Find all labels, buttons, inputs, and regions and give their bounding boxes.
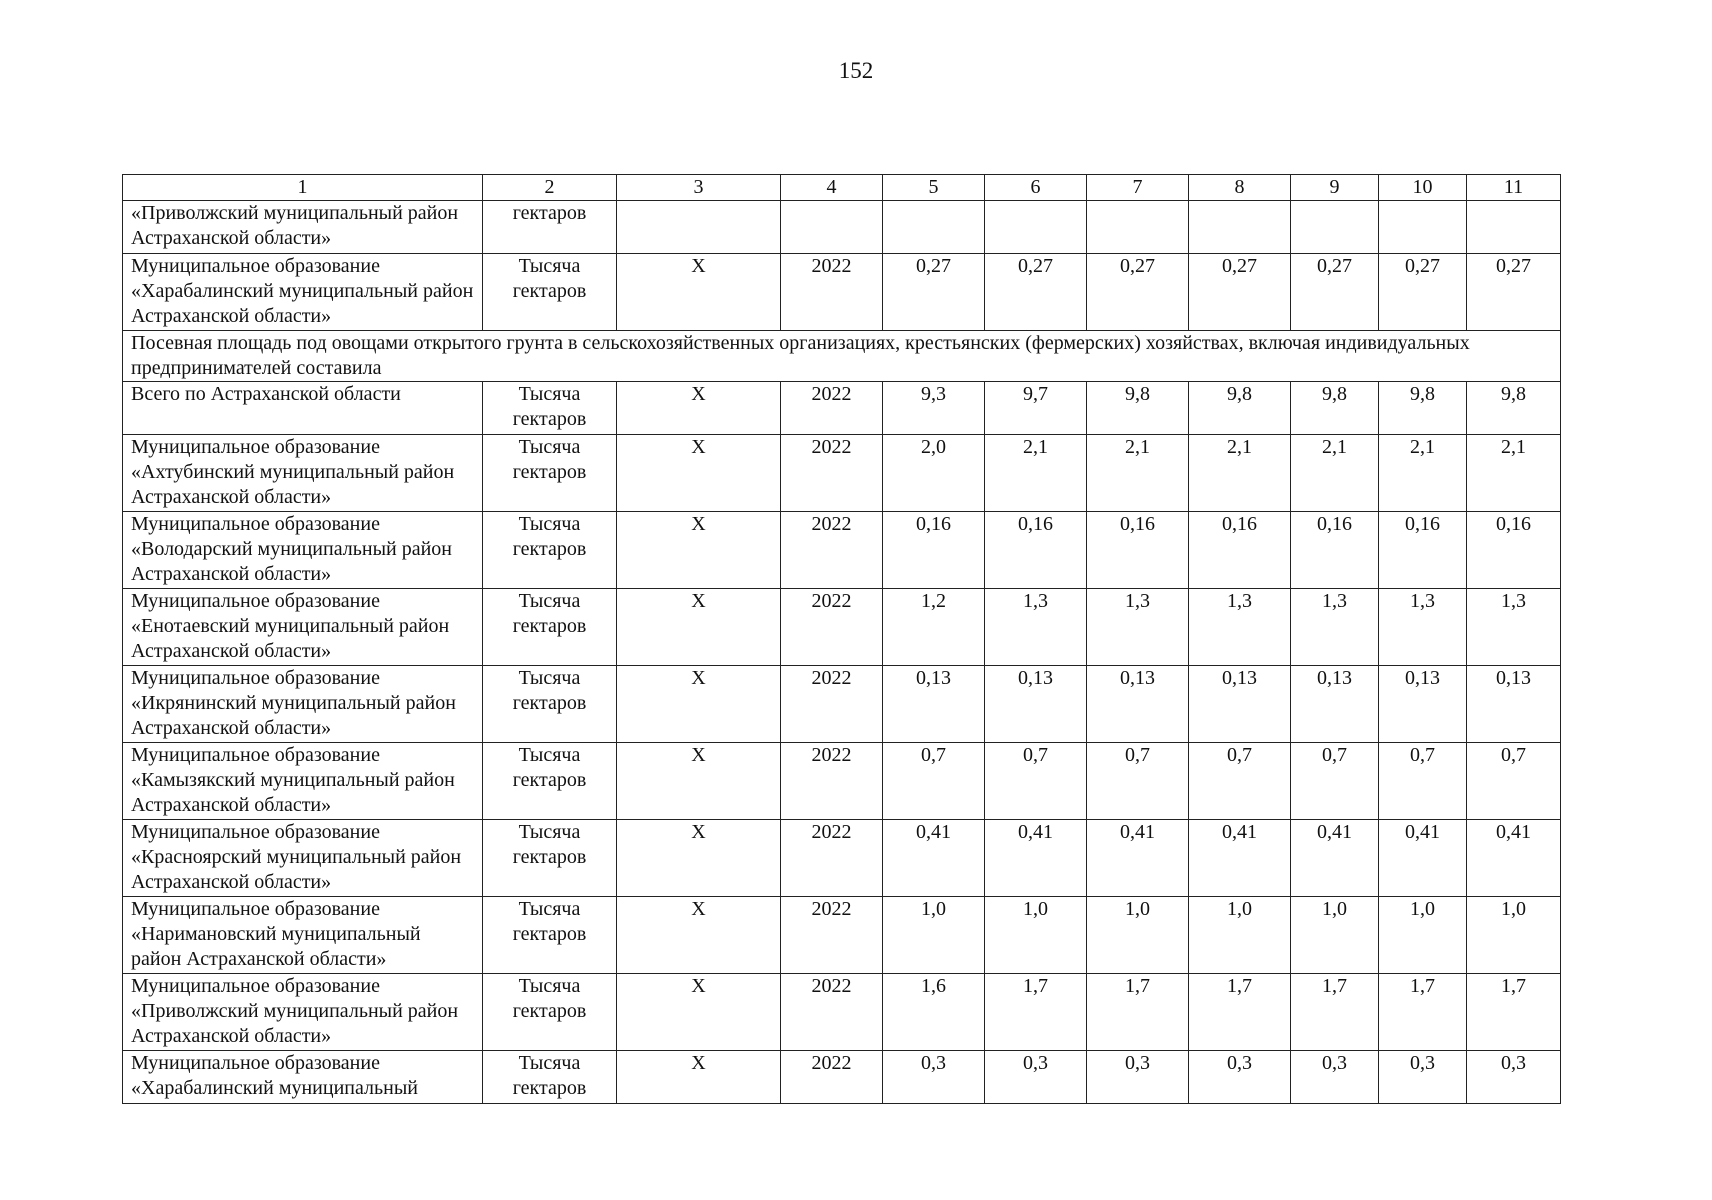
column-header: 7 [1087,175,1189,201]
empty-cell [883,201,985,254]
value-cell: 2,1 [985,435,1087,512]
value-cell: 1,7 [1189,974,1291,1051]
value-cell: 0,27 [1467,254,1561,331]
value-cell: 0,3 [883,1051,985,1104]
empty-cell [1291,201,1379,254]
year-cell: 2022 [781,254,883,331]
unit-cell: Тысяча гектаров [483,820,617,897]
value-cell: 1,6 [883,974,985,1051]
unit-cell: Тысяча гектаров [483,1051,617,1104]
value-cell: 0,13 [1189,666,1291,743]
table-row [123,435,1561,512]
value-cell: 1,0 [1467,897,1561,974]
value-cell: 0,16 [1467,512,1561,589]
value-cell: 0,3 [1467,1051,1561,1104]
value-cell: 1,3 [1467,589,1561,666]
value-cell: 1,2 [883,589,985,666]
municipality-name: Муниципальное образование «Харабалинский муниципальный район Астраханской области» [123,254,483,331]
value-cell: 9,8 [1291,382,1379,435]
value-cell: 1,3 [985,589,1087,666]
municipality-name: Муниципальное образование «Ахтубинский муниципальный район Астраханской области» [123,435,483,512]
column-header: 4 [781,175,883,201]
column-header: 6 [985,175,1087,201]
value-cell: 9,8 [1087,382,1189,435]
page-number: 152 [838,58,874,83]
column-header: 9 [1291,175,1379,201]
value-cell: 0,3 [1379,1051,1467,1104]
marker-cell: X [617,435,781,512]
municipality-name: Муниципальное образование «Камызякский муниципальный район Астраханской области» [123,743,483,820]
value-cell: 9,8 [1189,382,1291,435]
value-cell: 0,13 [1379,666,1467,743]
table-row [123,974,1561,1051]
table-row [123,254,1561,331]
empty-cell [1379,201,1467,254]
column-header: 3 [617,175,781,201]
marker-cell: X [617,820,781,897]
municipality-name: Муниципальное образование «Красноярский муниципальный район Астраханской области» [123,820,483,897]
value-cell: 0,13 [985,666,1087,743]
value-cell: 1,0 [883,897,985,974]
value-cell: 0,3 [985,1051,1087,1104]
value-cell: 2,1 [1189,435,1291,512]
value-cell: 1,3 [1189,589,1291,666]
column-header: 5 [883,175,985,201]
value-cell: 0,16 [883,512,985,589]
table-row [123,512,1561,589]
marker-cell: X [617,512,781,589]
marker-cell: X [617,974,781,1051]
value-cell: 0,27 [985,254,1087,331]
value-cell: 2,0 [883,435,985,512]
data-table [122,174,1561,1104]
value-cell: 1,3 [1291,589,1379,666]
value-cell: 1,0 [1189,897,1291,974]
value-cell: 0,13 [1291,666,1379,743]
table-row [123,589,1561,666]
municipality-name: Муниципальное образование «Харабалинский муниципальный [123,1051,483,1104]
value-cell: 0,41 [1379,820,1467,897]
value-cell: 1,0 [1291,897,1379,974]
value-cell: 0,7 [1291,743,1379,820]
marker-cell: X [617,382,781,435]
value-cell: 0,7 [985,743,1087,820]
unit-cell: Тысяча гектаров [483,512,617,589]
year-cell: 2022 [781,743,883,820]
year-cell: 2022 [781,974,883,1051]
value-cell: 1,7 [1379,974,1467,1051]
value-cell: 0,41 [1189,820,1291,897]
value-cell: 0,3 [1087,1051,1189,1104]
unit-cell: Тысяча гектаров [483,254,617,331]
value-cell: 0,27 [883,254,985,331]
column-header: 1 [123,175,483,201]
value-cell: 0,27 [1087,254,1189,331]
value-cell: 0,7 [883,743,985,820]
value-cell: 0,7 [1379,743,1467,820]
column-number-row [123,175,1561,201]
empty-cell [1189,201,1291,254]
empty-cell [1087,201,1189,254]
value-cell: 2,1 [1087,435,1189,512]
value-cell: 0,13 [883,666,985,743]
column-header: 10 [1379,175,1467,201]
value-cell: 9,8 [1467,382,1561,435]
value-cell: 2,1 [1379,435,1467,512]
empty-cell [617,201,781,254]
marker-cell: X [617,254,781,331]
unit-cell: гектаров [483,201,617,254]
table-row [123,666,1561,743]
value-cell: 0,16 [1087,512,1189,589]
unit-cell: Тысяча гектаров [483,435,617,512]
unit-cell: Тысяча гектаров [483,382,617,435]
year-cell: 2022 [781,666,883,743]
empty-cell [985,201,1087,254]
empty-cell [781,201,883,254]
municipality-name: Всего по Астраханской области [123,382,483,435]
section-title: Посевная площадь под овощами открытого грунта в сельскохозяйственных организациях, крестьянских (фермерских) хозяйствах, включая индивидуальных предпринимателей составила [123,331,1561,382]
value-cell: 2,1 [1467,435,1561,512]
value-cell: 0,16 [985,512,1087,589]
value-cell: 0,13 [1467,666,1561,743]
value-cell: 0,41 [1467,820,1561,897]
value-cell: 2,1 [1291,435,1379,512]
value-cell: 0,7 [1189,743,1291,820]
year-cell: 2022 [781,382,883,435]
value-cell: 1,0 [985,897,1087,974]
table-row [123,897,1561,974]
value-cell: 9,8 [1379,382,1467,435]
year-cell: 2022 [781,589,883,666]
municipality-name: Муниципальное образование «Володарский муниципальный район Астраханской области» [123,512,483,589]
municipality-name: Муниципальное образование «Приволжский муниципальный район Астраханской области» [123,974,483,1051]
value-cell: 0,3 [1291,1051,1379,1104]
value-cell: 0,27 [1189,254,1291,331]
value-cell: 9,7 [985,382,1087,435]
value-cell: 0,27 [1291,254,1379,331]
value-cell: 1,7 [985,974,1087,1051]
value-cell: 0,7 [1467,743,1561,820]
value-cell: 0,41 [1087,820,1189,897]
value-cell: 1,7 [1087,974,1189,1051]
empty-cell [1467,201,1561,254]
value-cell: 0,3 [1189,1051,1291,1104]
table-row [123,1051,1561,1104]
value-cell: 0,16 [1291,512,1379,589]
municipality-name: «Приволжский муниципальный район Астраханской области» [123,201,483,254]
table-row [123,820,1561,897]
marker-cell: X [617,897,781,974]
year-cell: 2022 [781,820,883,897]
value-cell: 0,27 [1379,254,1467,331]
unit-cell: Тысяча гектаров [483,897,617,974]
value-cell: 1,3 [1379,589,1467,666]
unit-cell: Тысяча гектаров [483,666,617,743]
value-cell: 0,13 [1087,666,1189,743]
table-row [123,201,1561,254]
year-cell: 2022 [781,512,883,589]
marker-cell: X [617,589,781,666]
value-cell: 9,3 [883,382,985,435]
municipality-name: Муниципальное образование «Икрянинский муниципальный район Астраханской области» [123,666,483,743]
column-header: 2 [483,175,617,201]
table-body [123,382,1561,1104]
value-cell: 0,16 [1189,512,1291,589]
value-cell: 0,41 [883,820,985,897]
year-cell: 2022 [781,897,883,974]
column-header: 8 [1189,175,1291,201]
section-row [123,331,1561,382]
year-cell: 2022 [781,1051,883,1104]
table-row [123,382,1561,435]
value-cell: 0,16 [1379,512,1467,589]
value-cell: 1,7 [1467,974,1561,1051]
unit-cell: Тысяча гектаров [483,974,617,1051]
value-cell: 1,0 [1087,897,1189,974]
value-cell: 0,41 [985,820,1087,897]
value-cell: 1,3 [1087,589,1189,666]
marker-cell: X [617,743,781,820]
year-cell: 2022 [781,435,883,512]
table-row [123,743,1561,820]
value-cell: 0,41 [1291,820,1379,897]
value-cell: 1,0 [1379,897,1467,974]
unit-cell: Тысяча гектаров [483,743,617,820]
unit-cell: Тысяча гектаров [483,589,617,666]
column-header: 11 [1467,175,1561,201]
municipality-name: Муниципальное образование «Енотаевский муниципальный район Астраханской области» [123,589,483,666]
value-cell: 0,7 [1087,743,1189,820]
marker-cell: X [617,1051,781,1104]
marker-cell: X [617,666,781,743]
municipality-name: Муниципальное образование «Наримановский муниципальный район Астраханской области» [123,897,483,974]
value-cell: 1,7 [1291,974,1379,1051]
